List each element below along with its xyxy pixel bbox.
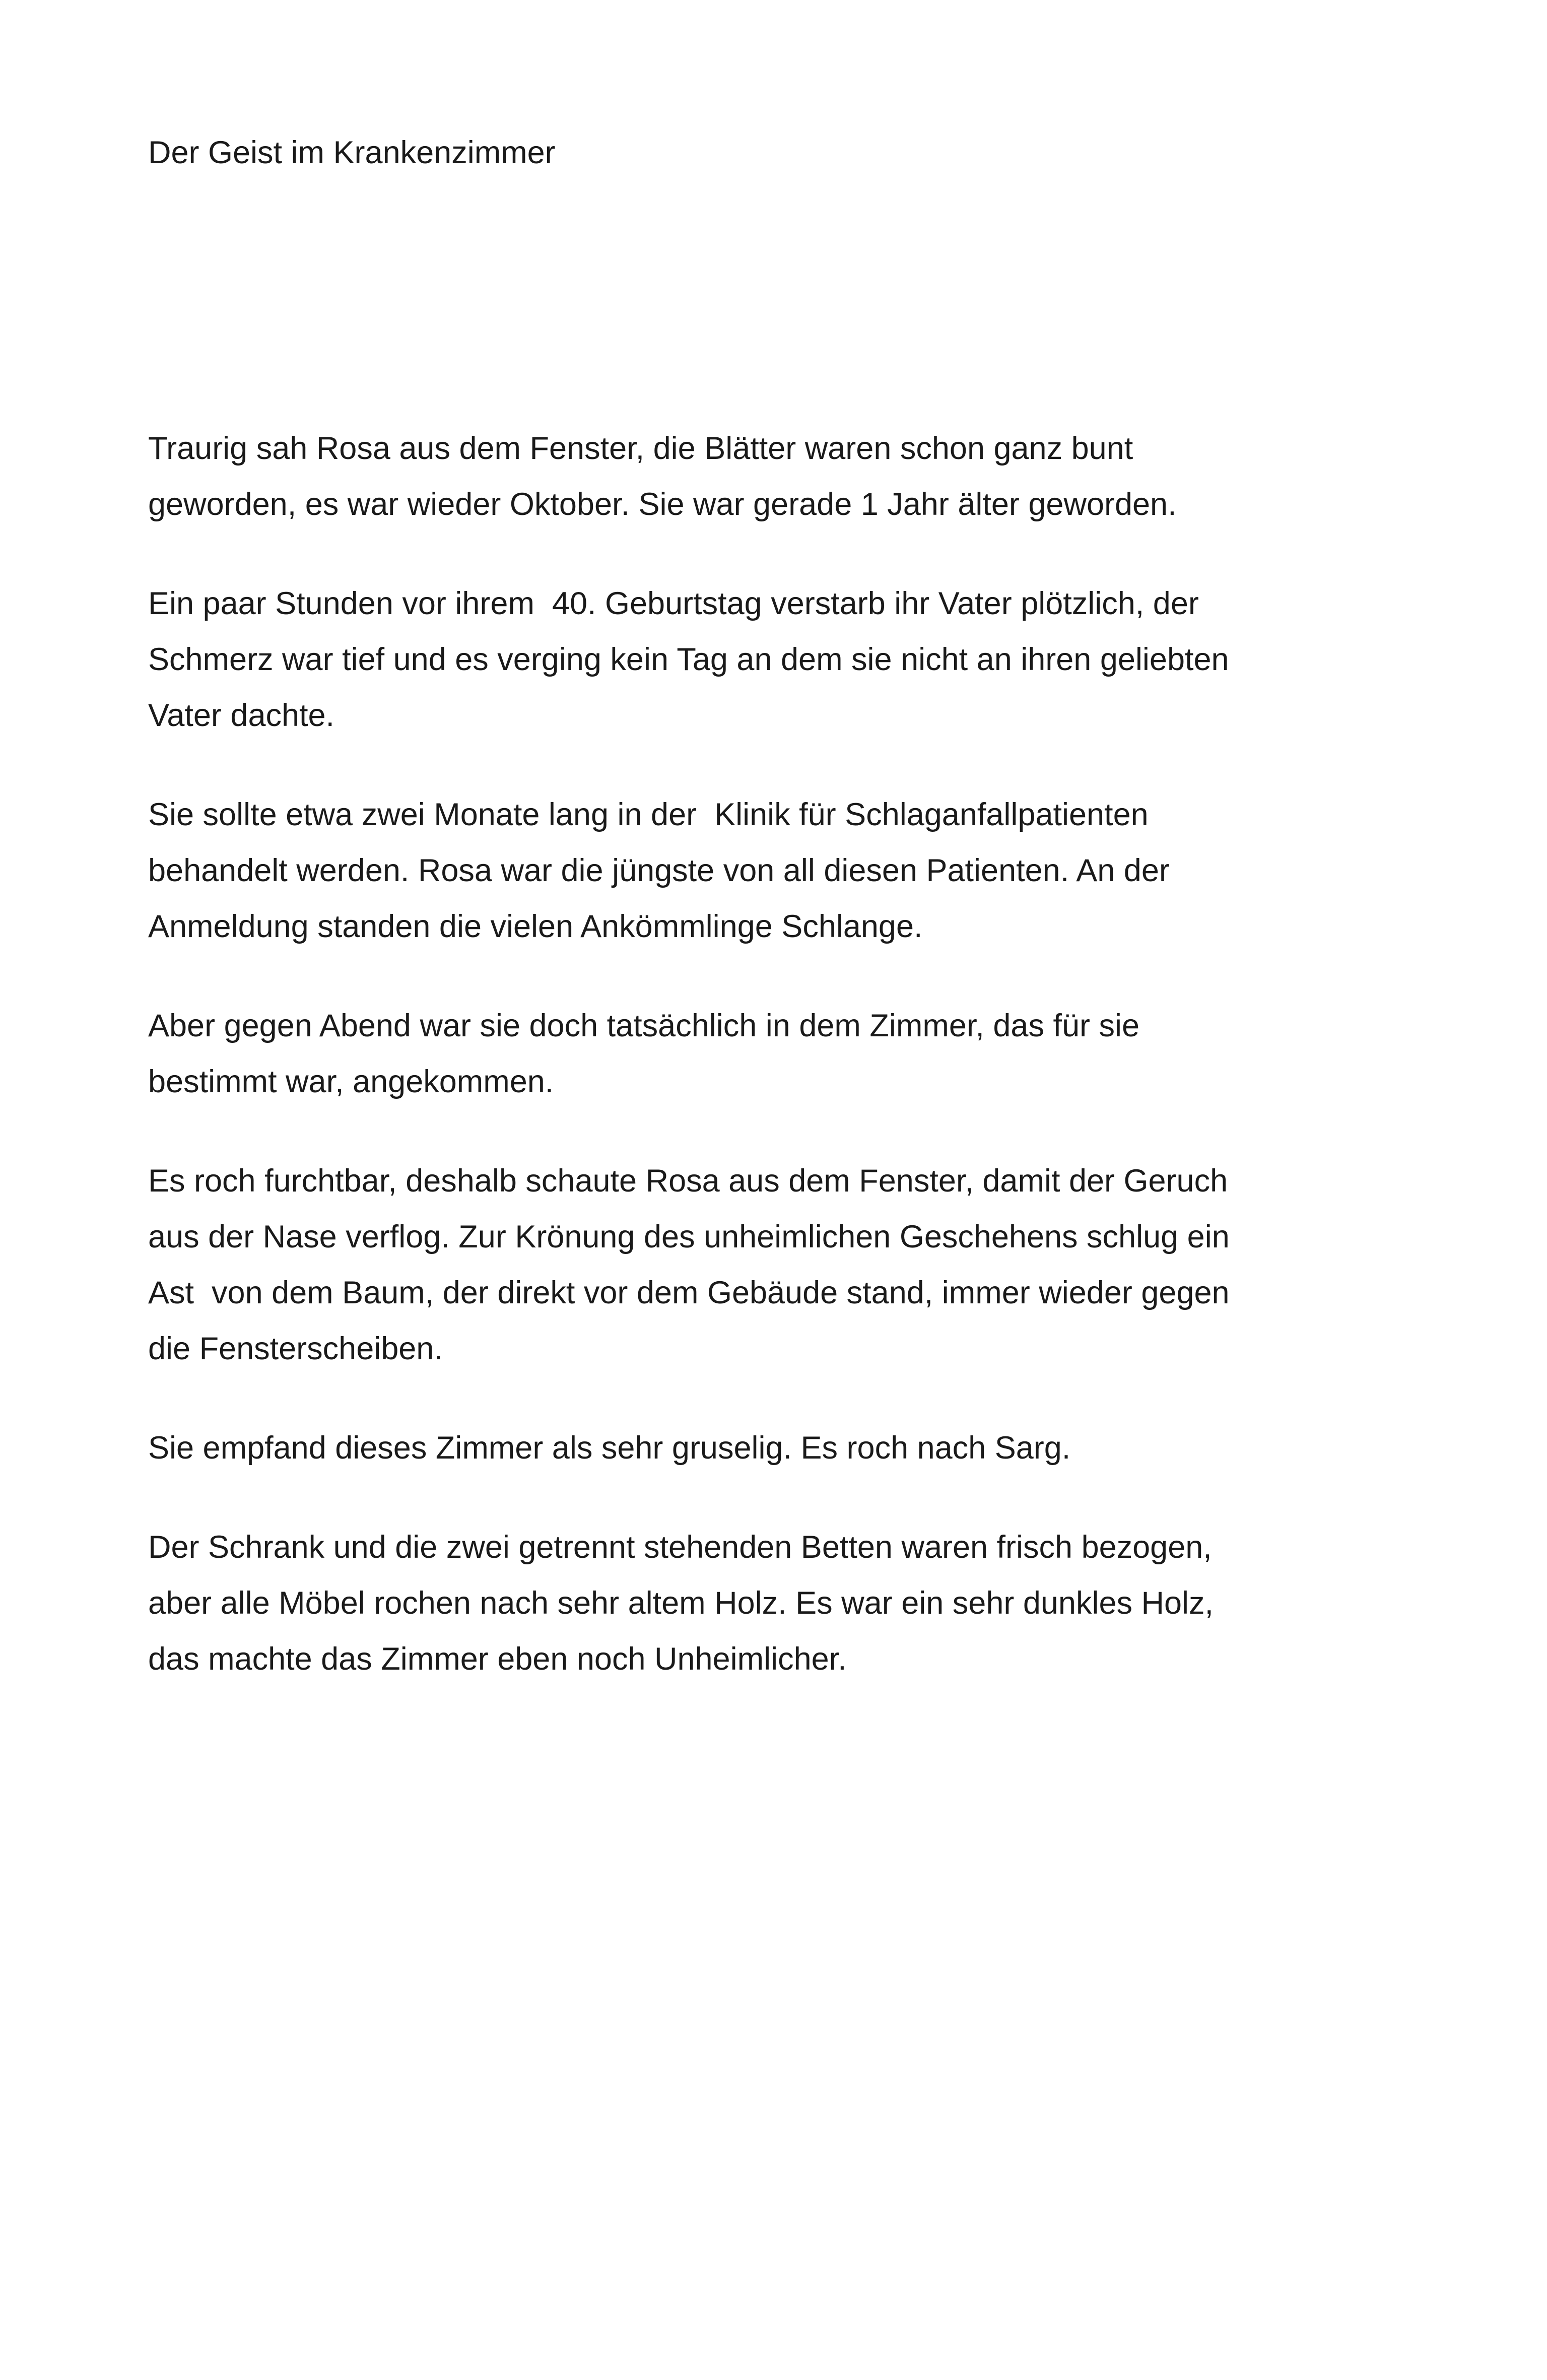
text-line: aber alle Möbel rochen nach sehr altem Holz. Es war ein sehr dunkles Holz, bbox=[148, 1585, 1214, 1621]
text-line: geworden, es war wieder Oktober. Sie war gerade 1 Jahr älter geworden. bbox=[148, 487, 1177, 522]
document-body bbox=[148, 421, 1407, 1731]
text-line: Ast von dem Baum, der direkt vor dem Gebäude stand, immer wieder gegen bbox=[148, 1275, 1230, 1310]
text-line: die Fensterscheiben. bbox=[148, 1331, 443, 1366]
text-line: Der Schrank und die zwei getrennt stehenden Betten waren frisch bezogen, bbox=[148, 1530, 1212, 1565]
paragraph-1 bbox=[148, 421, 1407, 533]
text-line: Vater dachte. bbox=[148, 698, 335, 733]
text-line: behandelt werden. Rosa war die jüngste von all diesen Patienten. An der bbox=[148, 853, 1170, 888]
paragraph-2 bbox=[148, 576, 1407, 744]
text-line: aus der Nase verflog. Zur Krönung des unheimlichen Geschehens schlug ein bbox=[148, 1219, 1230, 1254]
text-line: Sie sollte etwa zwei Monate lang in der Klinik für Schlaganfallpatienten bbox=[148, 797, 1149, 832]
paragraph-6 bbox=[148, 1420, 1407, 1476]
document-title: Der Geist im Krankenzimmer bbox=[148, 135, 556, 170]
paragraph-7 bbox=[148, 1519, 1407, 1687]
text-line: Es roch furchtbar, deshalb schaute Rosa aus dem Fenster, damit der Geruch bbox=[148, 1163, 1228, 1199]
text-line: Schmerz war tief und es verging kein Tag an dem sie nicht an ihren geliebten bbox=[148, 642, 1229, 677]
text-line: Anmeldung standen die vielen Ankömmlinge Schlange. bbox=[148, 909, 923, 944]
text-line: Sie empfand dieses Zimmer als sehr gruselig. Es roch nach Sarg. bbox=[148, 1430, 1071, 1466]
text-line: Traurig sah Rosa aus dem Fenster, die Blätter waren schon ganz bunt bbox=[148, 431, 1133, 466]
text-line: Ein paar Stunden vor ihrem 40. Geburtstag verstarb ihr Vater plötzlich, der bbox=[148, 586, 1199, 621]
text-line: Aber gegen Abend war sie doch tatsächlich in dem Zimmer, das für sie bbox=[148, 1008, 1140, 1043]
paragraph-5 bbox=[148, 1153, 1407, 1377]
paragraph-4 bbox=[148, 998, 1407, 1110]
text-line: bestimmt war, angekommen. bbox=[148, 1064, 554, 1099]
text-line: das machte das Zimmer eben noch Unheimlicher. bbox=[148, 1641, 847, 1677]
paragraph-3 bbox=[148, 787, 1407, 955]
